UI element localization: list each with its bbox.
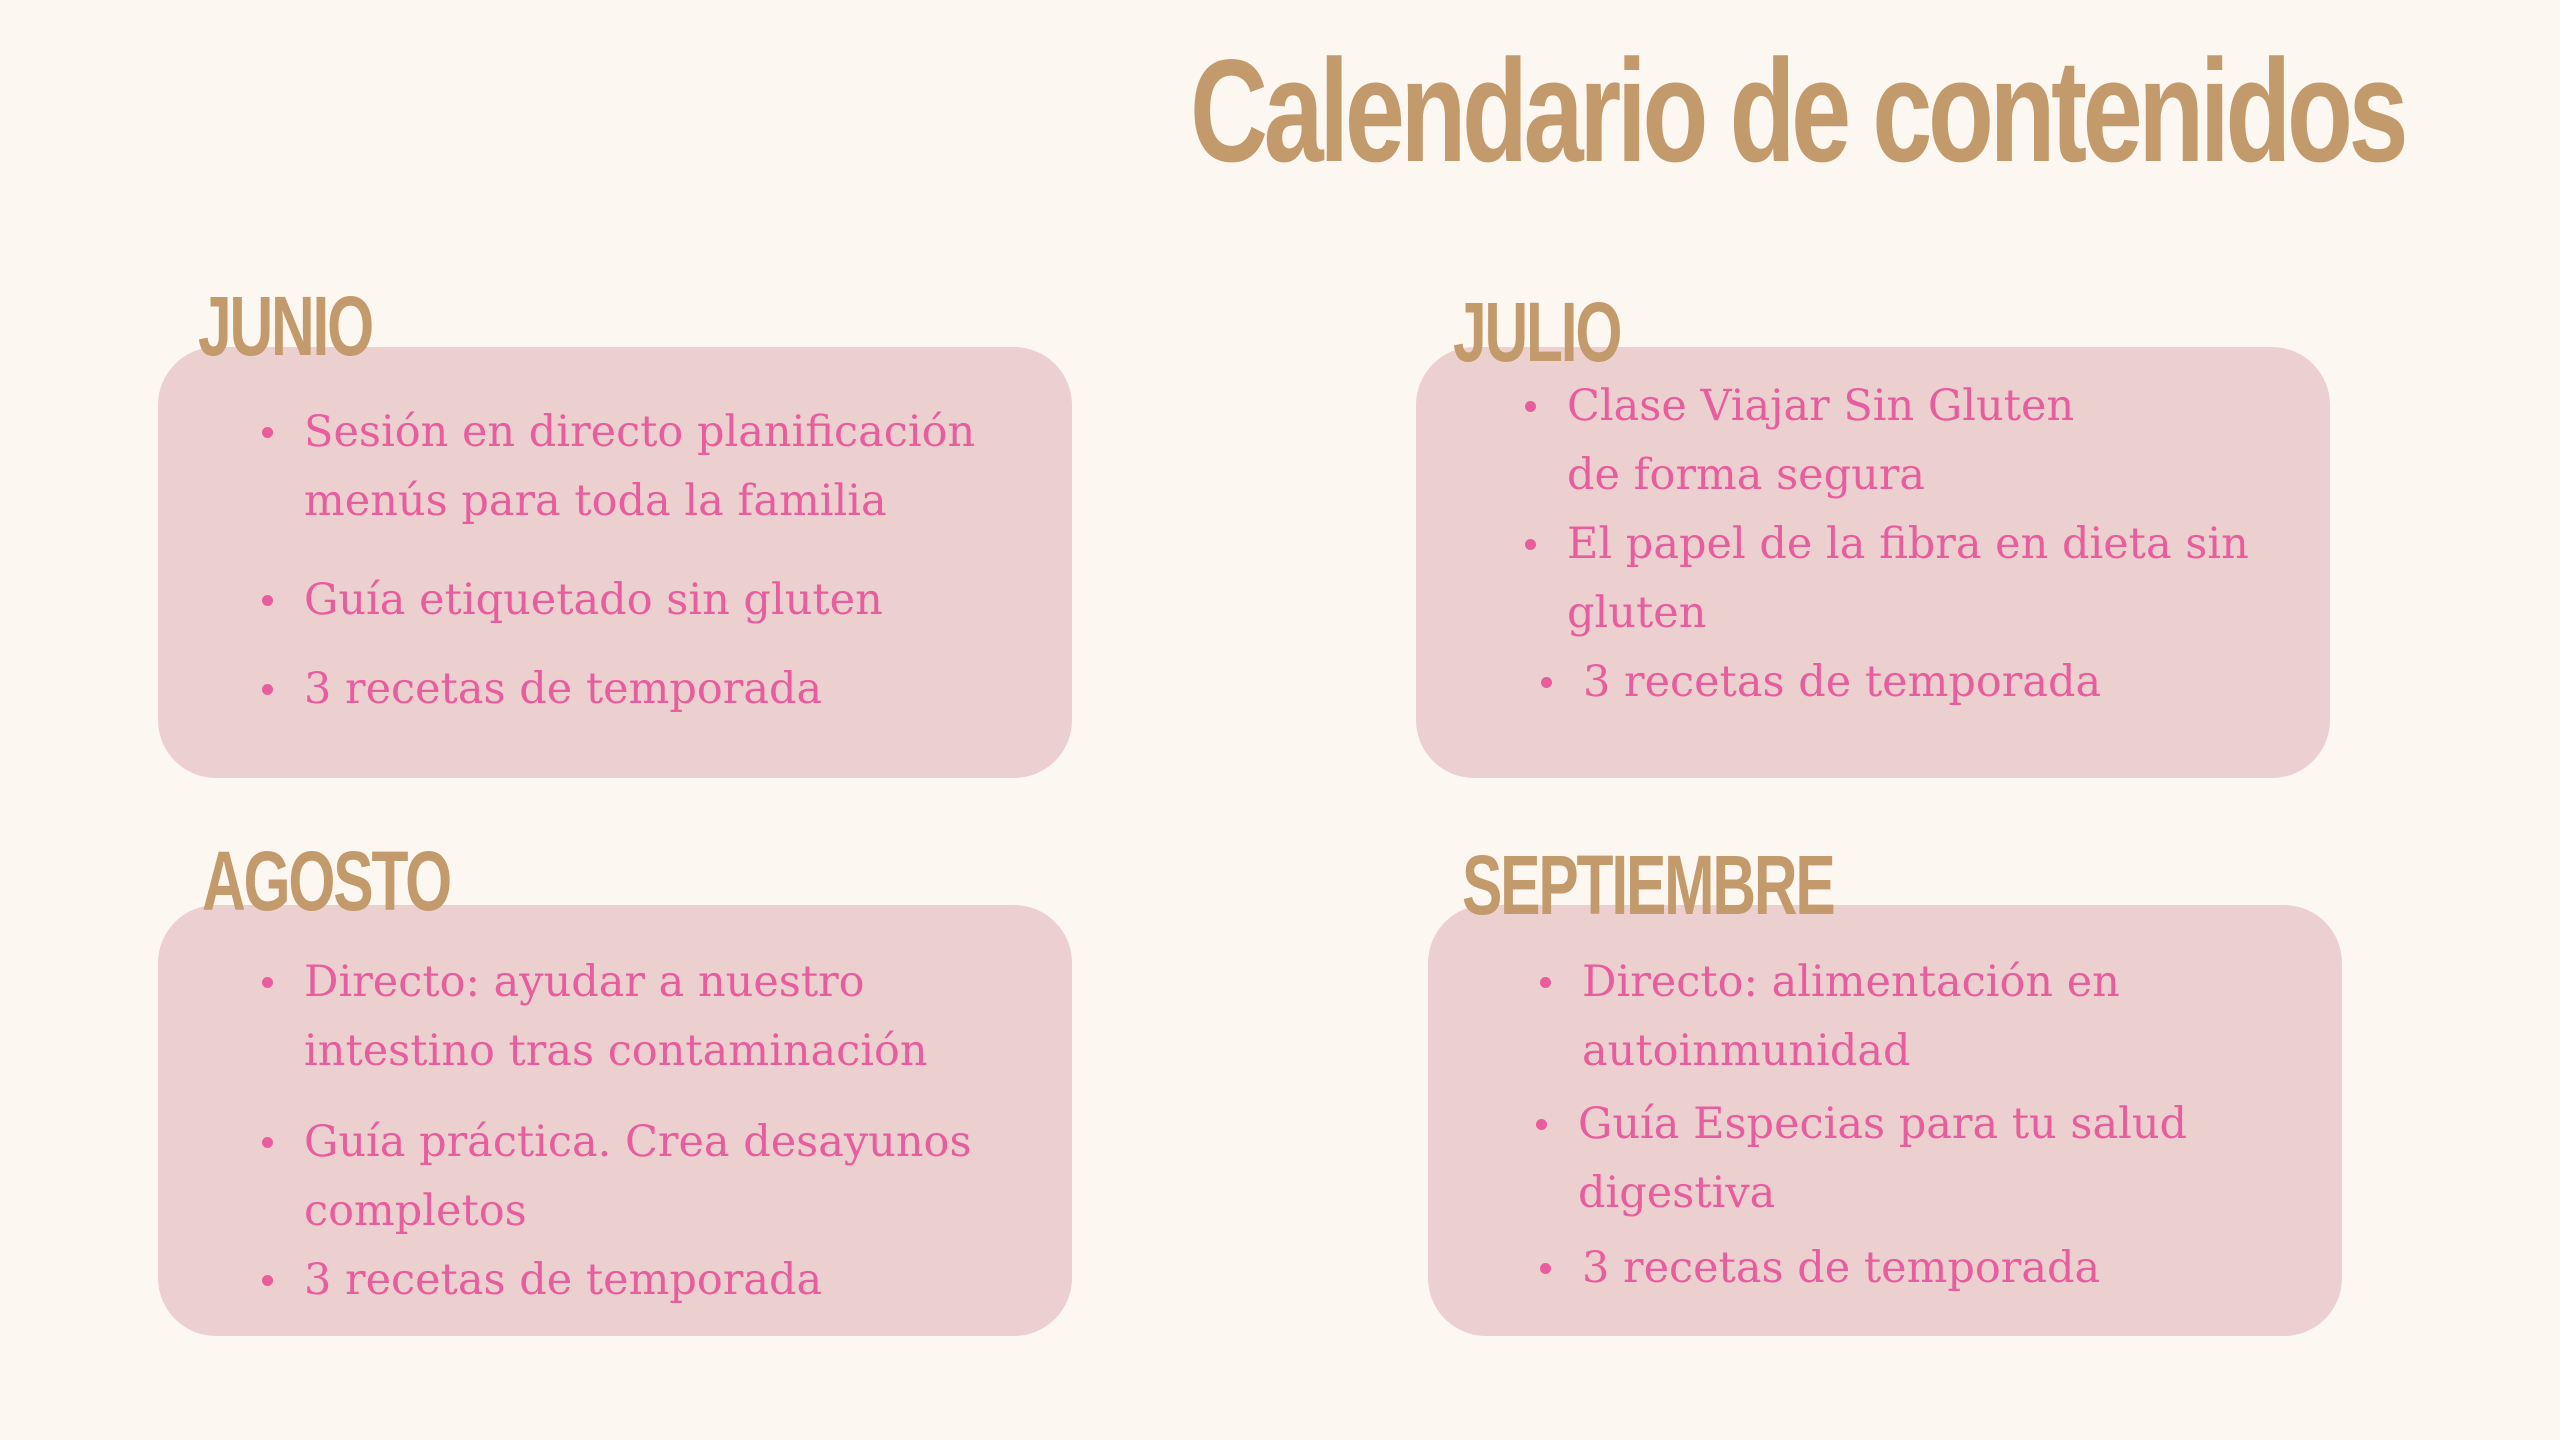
month-heading-junio: JUNIO <box>198 279 373 373</box>
list-item: Directo: alimentación en autoinmunidad <box>1540 948 2182 1086</box>
month-heading-septiembre: SEPTIEMBRE <box>1462 838 1834 932</box>
list-item: 3 recetas de temporada <box>262 655 1022 724</box>
item-list-julio <box>1525 372 2265 717</box>
list-item: 3 recetas de temporada <box>1540 1234 2280 1303</box>
list-item: Sesión en directo planificación menús para toda la familia <box>262 398 1022 536</box>
item-list-junio <box>262 398 1022 724</box>
month-heading-agosto: AGOSTO <box>202 834 451 928</box>
list-item: El papel de la fibra en dieta sin gluten <box>1525 510 2287 648</box>
month-heading-julio: JULIO <box>1453 285 1621 379</box>
list-item: Guía etiquetado sin gluten <box>262 566 1022 635</box>
list-item: Directo: ayudar a nuestro intestino tras contaminación <box>262 948 984 1086</box>
list-item: Clase Viajar Sin Gluten de forma segura <box>1525 372 2127 510</box>
list-item: Guía práctica. Crea desayunos completos <box>262 1108 1004 1246</box>
page-title: Calendario de contenidos <box>1190 29 2405 192</box>
item-list-agosto <box>262 948 1022 1315</box>
item-list-septiembre <box>1540 948 2280 1303</box>
list-item: Guía Especias para tu salud digestiva <box>1536 1090 2218 1228</box>
list-item: 3 recetas de temporada <box>262 1246 1022 1315</box>
list-item: 3 recetas de temporada <box>1541 648 2265 717</box>
